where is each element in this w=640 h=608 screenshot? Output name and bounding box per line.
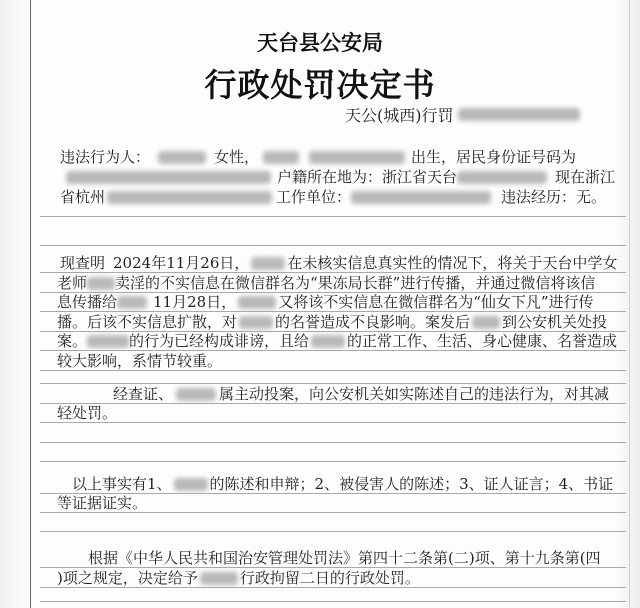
issuing-agency: 天台县公安局 — [257, 30, 383, 55]
document-number — [345, 103, 580, 125]
evidence-text: 等证据证实。 — [57, 494, 148, 512]
evidence-line-2 — [57, 493, 147, 513]
evidence-line-1 — [72, 474, 613, 494]
ruled-line — [40, 531, 626, 532]
mitigation-text: 属主动投案，向公安机关如实陈述自己的违法行为，对其减 — [219, 385, 610, 403]
decision-line-1 — [88, 548, 601, 568]
redacted-text — [458, 108, 580, 121]
current-residence-city: 省杭州 — [60, 188, 106, 206]
redacted-text — [351, 191, 491, 204]
redacted-text — [200, 572, 238, 585]
decision-penalty: 行政拘留二日的行政处罚。 — [239, 569, 420, 587]
facts-text: 的正常工作、生活、身心健康、名誉造成 — [347, 332, 618, 350]
evidence-text: 的陈述和申辩；2、被侵害人的陈述；3、证人证言；4、书证 — [209, 475, 614, 493]
facts-line-6 — [57, 351, 222, 371]
facts-text: 又将该不实信息在微信群名为“仙女下凡”进行传 — [278, 293, 594, 311]
facts-text: 在未核实信息真实性的情况下，将关于天台中学女 — [287, 254, 618, 272]
redacted-text — [239, 316, 273, 329]
redacted-text — [107, 191, 272, 204]
facts-line-5 — [57, 331, 617, 351]
offender-line-3 — [60, 187, 606, 207]
redacted-text — [87, 335, 129, 348]
birth-and-id-label: 出生，居民身份证号码为 — [411, 148, 577, 166]
document-number-text: 天公(城西)行罚 — [345, 105, 454, 125]
decision-text: )项之规定，决定给予 — [57, 569, 198, 587]
facts-text: 案。 — [57, 332, 88, 350]
redacted-text — [311, 335, 345, 348]
facts-text: 息传播给 — [57, 293, 118, 311]
ruled-line — [40, 461, 626, 462]
ruled-line — [40, 422, 626, 423]
offender-line-1 — [60, 147, 576, 167]
document-title: 行政处罚决定书 — [204, 66, 436, 104]
facts-intro: 现查明 — [60, 254, 106, 272]
offender-label: 违法行为人： — [60, 148, 151, 166]
offense-record: 违法经历：无。 — [501, 188, 607, 206]
redacted-text — [263, 151, 299, 164]
facts-line-3 — [57, 292, 594, 312]
redacted-text — [457, 171, 547, 184]
redacted-text — [174, 478, 208, 491]
redacted-text — [472, 316, 500, 329]
ruled-line — [40, 245, 626, 246]
facts-line-2 — [57, 273, 595, 293]
facts-date: 11月28日， — [153, 293, 237, 311]
mitigation-line-1 — [113, 384, 609, 404]
redacted-text — [309, 151, 405, 164]
ruled-line — [40, 442, 626, 443]
offender-gender: 女性， — [214, 148, 260, 166]
redacted-text — [251, 257, 285, 270]
employer-label: 工作单位： — [276, 188, 352, 206]
facts-line-1 — [60, 253, 617, 273]
current-residence-label: 现在浙江 — [555, 168, 616, 186]
facts-text: 的名誉造成不良影响。案发后 — [275, 313, 471, 331]
mitigation-text: 轻处罚。 — [57, 404, 118, 422]
offender-line-2 — [66, 167, 615, 187]
redacted-text — [238, 296, 276, 309]
decision-line-2 — [57, 568, 420, 588]
ruled-line — [40, 216, 626, 217]
facts-text: 播。后该不实信息扩散，对 — [57, 313, 238, 331]
redacted-text — [158, 151, 206, 164]
facts-text: 较大影响，系情节较重。 — [57, 352, 223, 370]
redacted-text — [66, 171, 271, 184]
facts-text: 卖淫的不实信息在微信群名为“果冻局长群”进行传播，并通过微信将该信 — [115, 274, 596, 292]
evidence-text: 以上事实有1、 — [72, 475, 172, 493]
redacted-text — [176, 388, 216, 401]
residence-label: 户籍所在地为：浙江省天台 — [277, 168, 458, 186]
facts-text: 的行为已经构成诽谤，且给 — [129, 332, 310, 350]
facts-text: 老师 — [57, 274, 88, 292]
mitigation-text: 经查证、 — [113, 385, 174, 403]
facts-text: 到公安机关处投 — [502, 313, 608, 331]
facts-line-4 — [57, 312, 607, 332]
redacted-text — [87, 277, 115, 290]
ruled-line — [40, 601, 626, 602]
redacted-text — [117, 296, 147, 309]
facts-date: 2024年11月26日， — [113, 254, 250, 272]
mitigation-line-2 — [57, 403, 117, 423]
decision-text: 根据《中华人民共和国治安管理处罚法》第四十二条第(二)项、第十九条第(四 — [88, 549, 601, 567]
